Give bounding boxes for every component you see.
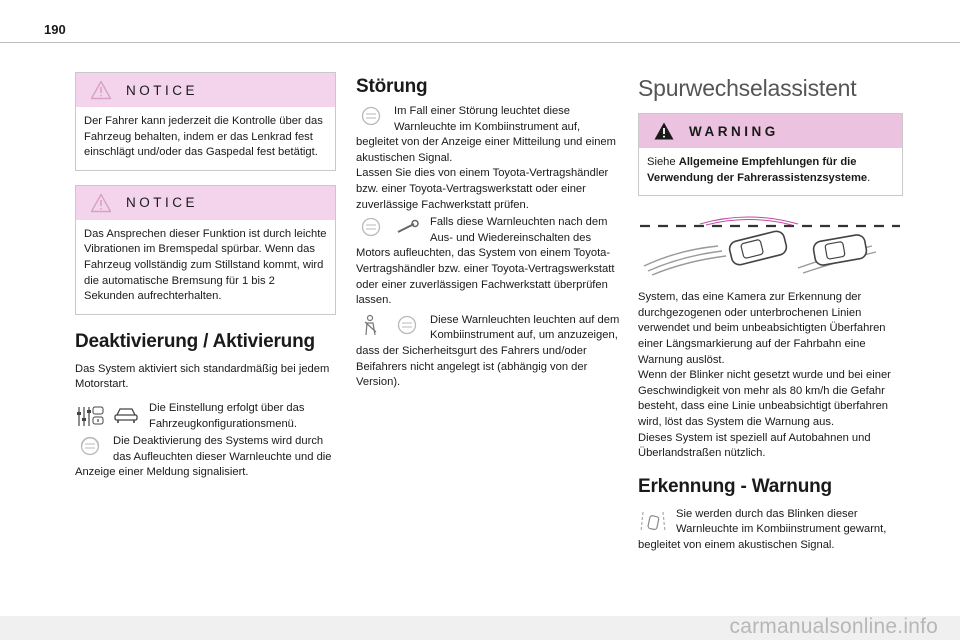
settings-text: Die Einstellung erfolgt über das Fahrzeugkonfigurationsmenü. <box>149 401 305 430</box>
caution-triangle-icon <box>90 193 112 213</box>
fault-icons <box>356 105 386 127</box>
fault-text-3: Falls diese Warnleuchten nach dem Aus- und Wiedereinschalten des Motors aufleuchten, das System von einem Toyota-Vertragshändler bzw. einer Toyota-Vertragswerkstatt oder einer zuverlässigen Fachwerkstatt überprüfen lassen. <box>356 216 615 307</box>
notice-title: NOTICE <box>126 82 199 98</box>
fault-text-4: Diese Warnleuchten leuchten auf dem Kombiinstrument auf, um anzuzeigen, dass der Sicherheitsgurt des Fahrers und/oder Beifahrers nicht angelegt ist (abhängig von der Version). <box>356 313 620 389</box>
notice-title: NOTICE <box>126 195 199 211</box>
fault-instruction-1 <box>356 104 622 166</box>
lane-departure-warning-icon <box>638 508 668 534</box>
notice-box-control <box>75 72 336 171</box>
system-description-3: Dieses System ist speziell auf Autobahnen und Überlandstraßen nützlich. <box>638 431 871 460</box>
notice-text: Das Ansprechen dieser Funktion ist durch leichte Vibrationen im Bremspedal spürbar. Wenn das Fahrzeug vollständig zum Stillstand kommt, wird die automatische Bremsung für 1 bis 2 Sekunden aufrechterhalten. <box>84 227 327 303</box>
notice-box-vibration <box>75 185 336 315</box>
lane-departure-illustration <box>638 216 903 278</box>
page-number: 190 <box>44 22 66 37</box>
section-heading-detection: Erkennung - Warnung <box>638 475 832 497</box>
settings-instruction <box>75 401 336 432</box>
fault-text-1: Im Fall einer Störung leuchtet diese Warnleuchte im Kombiinstrument auf, begleitet von der Anzeige einer Mitteilung und einem akustischen Signal. <box>356 105 616 164</box>
seatbelt-warning-icon <box>356 314 386 336</box>
fault-instruction-3 <box>356 215 622 309</box>
fault-instruction-4 <box>356 313 622 391</box>
settings-icons <box>75 402 141 428</box>
fault-warning-lamp-icon <box>392 314 422 336</box>
detection-text: Sie werden durch das Blinken dieser Warnleuchte im Kombiinstrument gewarnt, begleitet von einem akustischen Signal. <box>638 507 887 551</box>
caution-triangle-icon <box>90 80 112 100</box>
warning-triangle-icon <box>653 121 675 141</box>
seatbelt-icons <box>356 314 422 336</box>
detection-instruction <box>638 507 903 554</box>
intro-paragraph: Das System aktiviert sich standardmäßig bei jedem Motorstart. <box>75 362 330 391</box>
fault-warning-lamp-icon <box>356 105 386 127</box>
column-right <box>638 72 903 554</box>
configuration-menu-icon <box>75 402 105 428</box>
section-heading-fault: Störung <box>356 76 428 97</box>
detection-icons <box>638 508 668 534</box>
deactivation-instruction <box>75 434 336 481</box>
car-settings-icon <box>111 402 141 424</box>
system-description-2: Wenn der Blinker nicht gesetzt wurde und bei einer Geschwindigkeit von mehr als 80 km/h die Gefahr besteht, dass eine Linie unbeabsichtigt überfahren wird, löst das System die Warnung aus. <box>638 369 891 428</box>
column-left <box>75 72 336 481</box>
lane-departure-diagram <box>638 216 903 278</box>
notice-header <box>76 186 335 220</box>
chapter-title: Spurwechselassistent <box>638 75 857 101</box>
system-warning-lamp-icon <box>75 435 105 457</box>
warning-header <box>639 114 902 148</box>
warning-box <box>638 113 903 196</box>
header-divider <box>0 42 960 43</box>
wrench-icon <box>392 216 422 238</box>
warning-title: WARNING <box>689 123 779 139</box>
section-heading-deactivation: Deaktivierung / Aktivierung <box>75 330 315 352</box>
warning-reference: Allgemeine Empfehlungen für die Verwendung der Fahrerassistenzsysteme <box>647 156 868 184</box>
system-description-1: System, das eine Kamera zur Erkennung der durchgezogenen oder unterbrochenen Linien verwendet und beim unbeabsichtigten Überfahren einer Längsmarkierung auf der Fahrbahn eine Warnung auslöst. <box>638 291 886 366</box>
footer-watermark: carmanualsonline.info <box>729 615 938 638</box>
fault-text-2: Lassen Sie dies von einem Toyota-Vertragshändler bzw. einer Toyota-Vertragswerkstatt oder einer zuverlässige Fachwerkstatt prüfen. <box>356 167 609 211</box>
column-middle <box>356 72 622 391</box>
fault-icons-pair <box>356 216 422 238</box>
warning-text <box>639 148 902 195</box>
warning-prefix: Siehe <box>647 156 679 168</box>
notice-header <box>76 73 335 107</box>
warning-suffix: . <box>867 171 871 184</box>
deactivation-icons <box>75 435 105 457</box>
deactivation-text: Die Deaktivierung des Systems wird durch das Aufleuchten dieser Warnleuchte und die Anzeige einer Meldung signalisiert. <box>75 435 332 479</box>
fault-warning-lamp-icon <box>356 216 386 238</box>
notice-text: Der Fahrer kann jederzeit die Kontrolle über das Fahrzeug behalten, indem er das Lenkrad fest einschlägt und/oder das Gaspedal fest betätigt. <box>84 115 323 159</box>
